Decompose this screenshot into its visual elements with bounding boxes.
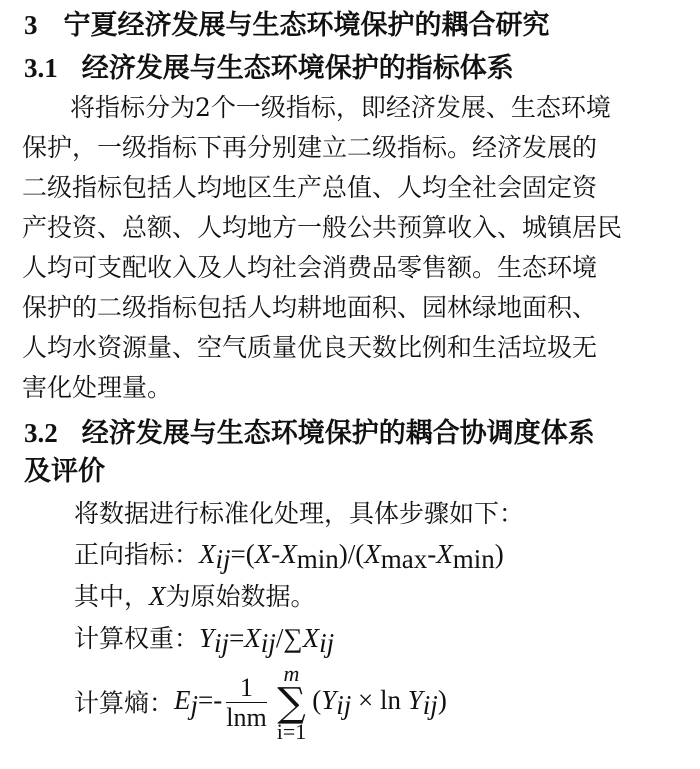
- section-title: 宁夏经济发展与生态环境保护的耦合研究: [63, 10, 550, 41]
- standardize-intro: 将数据进行标准化处理，具体步骤如下：: [74, 499, 525, 528]
- subsection-2-heading-cont: [24, 455, 105, 489]
- entropy-label: 计算熵：: [74, 688, 175, 718]
- formula-sub: ij: [319, 628, 335, 658]
- formula-sub: min: [296, 544, 339, 574]
- formula-var: E: [174, 685, 191, 715]
- formula-sub: ij: [422, 690, 438, 720]
- section-heading: [24, 8, 550, 43]
- subsection-2-title: 经济发展与生态环境保护的耦合协调度体系: [81, 418, 595, 449]
- paragraph-line: 人均水资源量、空气质量优良天数比例和生活垃圾无: [22, 333, 598, 362]
- formula-op: =-: [198, 685, 223, 715]
- formula-var: Y: [407, 685, 423, 715]
- formula-sub: ij: [336, 690, 352, 720]
- sigma-glyph: ∑: [277, 680, 306, 726]
- formula-op: /∑: [275, 623, 303, 653]
- formula-var: X: [254, 539, 272, 569]
- paragraph-line: 保护，一级指标下再分别建立二级指标。经济发展的: [22, 133, 598, 162]
- formula-sub: ij: [260, 628, 276, 658]
- weight-line: [74, 622, 334, 660]
- formula-sub: min: [452, 544, 495, 574]
- sum-lower-limit: i=1: [276, 719, 307, 744]
- formula-sub: j: [190, 690, 199, 720]
- formula-fraction: [226, 674, 266, 733]
- forward-label: 正向指标：: [74, 540, 200, 569]
- formula-var: X: [244, 623, 261, 653]
- formula-sub: ij: [214, 628, 230, 658]
- where-prefix: 其中，: [74, 582, 150, 611]
- formula-var: X: [364, 539, 381, 569]
- where-var: X: [149, 581, 166, 611]
- formula-op: -: [427, 539, 437, 569]
- subsection-1-title: 经济发展与生态环境保护的指标体系: [81, 53, 514, 84]
- summation-symbol: [276, 661, 307, 744]
- formula-op: -: [271, 539, 281, 569]
- formula-var: X: [302, 623, 320, 653]
- formula-var: Y: [321, 685, 337, 715]
- formula-op: ): [437, 685, 447, 715]
- formula-op: =: [229, 623, 245, 653]
- entropy-line: [74, 661, 447, 744]
- subsection-2-number: 3.2: [24, 418, 58, 448]
- subsection-2-title-cont: 及评价: [24, 456, 105, 487]
- fraction-denominator: lnm: [226, 702, 267, 732]
- section-number: 3: [24, 10, 38, 40]
- formula-op: × ln: [351, 685, 408, 715]
- fraction-numerator: 1: [226, 674, 266, 703]
- paragraph-line: 产投资、总额、人均地方一般公共预算收入、城镇居民: [22, 213, 623, 242]
- formula-sub: max: [380, 544, 428, 574]
- formula-op: (: [312, 685, 322, 715]
- formula-var: X: [280, 539, 297, 569]
- subsection-2-heading: [24, 416, 595, 451]
- paragraph-line: 害化处理量。: [22, 373, 173, 402]
- subsection-1-heading: [24, 51, 514, 86]
- formula-op: )/(: [338, 539, 365, 569]
- formula-op: =(: [230, 539, 255, 569]
- paragraph-line: 二级指标包括人均地区生产总值、人均全社会固定资: [22, 173, 598, 202]
- paragraph-line: 保护的二级指标包括人均耕地面积、园林绿地面积、: [22, 293, 598, 322]
- weight-label: 计算权重：: [74, 624, 200, 653]
- forward-indicator-line: [74, 538, 504, 576]
- paragraph-line: 人均可支配收入及人均社会消费品零售额。生态环境: [22, 253, 598, 282]
- formula-sub: ij: [215, 544, 231, 574]
- formula-var: X: [436, 539, 453, 569]
- subsection-1-number: 3.1: [24, 53, 58, 83]
- formula-var: Y: [199, 623, 215, 653]
- paragraph-line: 将指标分为2个一级指标，即经济发展、生态环境: [70, 93, 611, 122]
- where-line: [74, 580, 316, 613]
- sum-upper-limit: m: [283, 661, 300, 686]
- where-suffix: 为原始数据。: [165, 582, 316, 611]
- formula-var: X: [199, 539, 216, 569]
- formula-op: ): [494, 539, 504, 569]
